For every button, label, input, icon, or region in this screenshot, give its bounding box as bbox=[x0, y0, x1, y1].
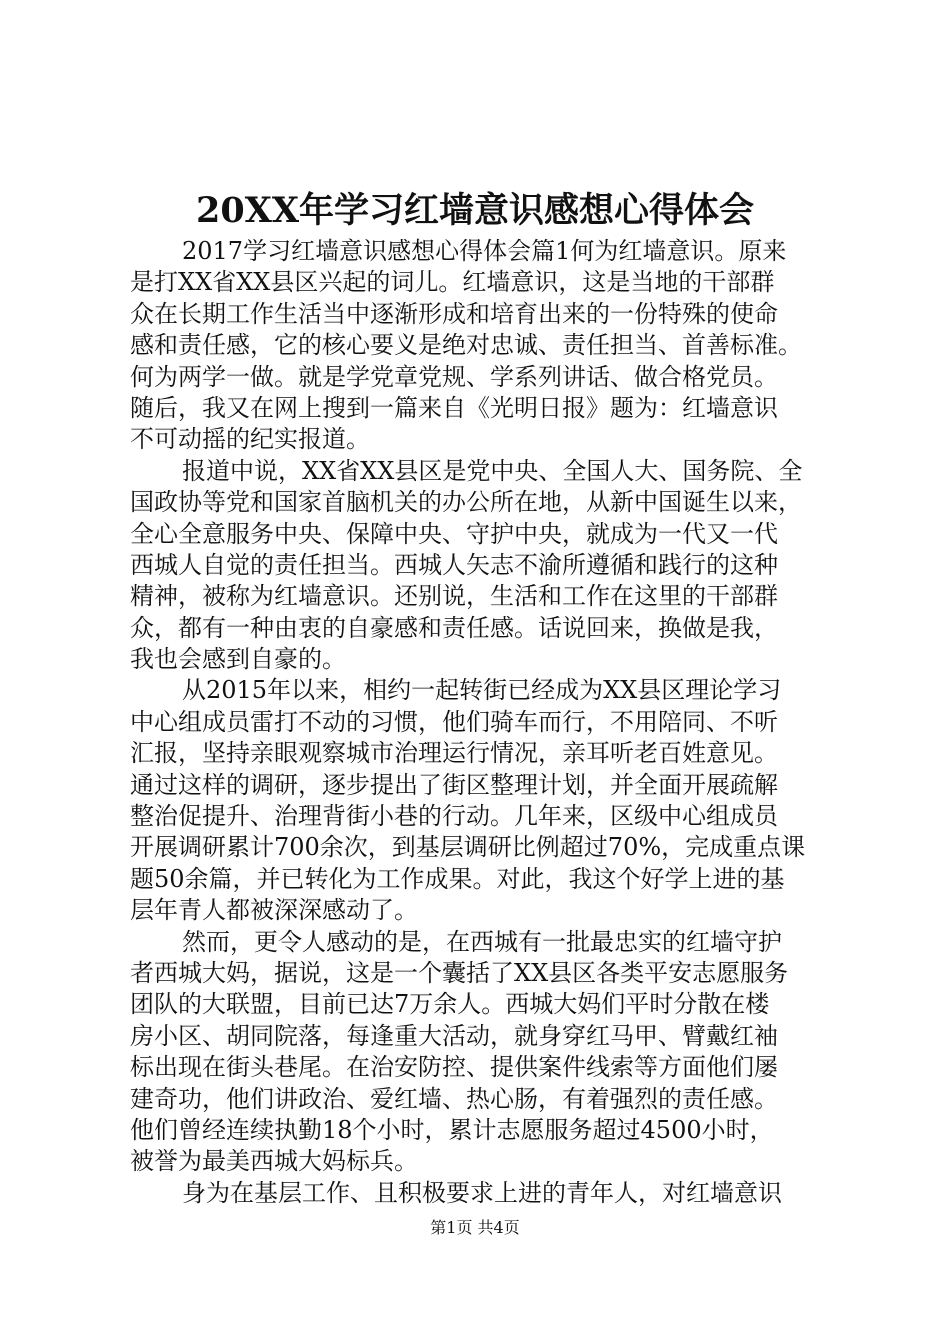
text-line: 标出现在街头巷尾。在治安防控、提供案件线索等方面他们屡 bbox=[130, 1053, 778, 1082]
text-line: 感和责任感，它的核心要义是绝对忠诚、责任担当、首善标准。 bbox=[130, 331, 802, 360]
text-line: 身为在基层工作、且积极要求上进的青年人，对红墙意识 bbox=[182, 1178, 782, 1207]
text-line: 2017学习红墙意识感想心得体会篇1何为红墙意识。原来 bbox=[182, 237, 787, 265]
document-body bbox=[130, 236, 860, 1209]
text-line: 者西城大妈，据说，这是一个囊括了XX县区各类平安志愿服务 bbox=[130, 958, 789, 987]
text-line: 开展调研累计700余次，到基层调研比例超过70%，完成重点课 bbox=[130, 833, 806, 862]
text-line: 层年青人都被深深感动了。 bbox=[130, 896, 418, 925]
text-line: 报道中说，XX省XX县区是党中央、全国人大、国务院、全 bbox=[182, 456, 803, 485]
text-line: 何为两学一做。就是学党章党规、学系列讲话、做合格党员。 bbox=[130, 362, 778, 391]
text-line: 然而，更令人感动的是，在西城有一批最忠实的红墙守护 bbox=[182, 927, 782, 956]
text-line: 团队的大联盟，目前已达7万余人。西城大妈们平时分散在楼 bbox=[130, 990, 770, 1019]
text-line: 众，都有一种由衷的自豪感和责任感。话说回来，换做是我， bbox=[130, 613, 778, 642]
text-line: 汇报，坚持亲眼观察城市治理运行情况，亲耳听老百姓意见。 bbox=[130, 739, 778, 768]
text-line: 通过这样的调研，逐步提出了街区整理计划，并全面开展疏解 bbox=[130, 770, 778, 799]
text-line: 从2015年以来，相约一起转街已经成为XX县区理论学习 bbox=[182, 676, 782, 705]
text-line: 房小区、胡同院落，每逢重大活动，就身穿红马甲、臂戴红袖 bbox=[130, 1021, 778, 1050]
text-line: 全心全意服务中央、保障中央、守护中央，就成为一代又一代 bbox=[130, 519, 778, 548]
text-line: 精神，被称为红墙意识。还别说，生活和工作在这里的干部群 bbox=[130, 582, 778, 611]
text-line: 随后，我又在网上搜到一篇来自《光明日报》题为：红墙意识 bbox=[130, 393, 778, 422]
text-line: 整治促提升、治理背街小巷的行动。几年来，区级中心组成员 bbox=[130, 802, 778, 831]
page-footer: 第1页 共4页 bbox=[430, 1218, 520, 1237]
document-title: 20XX年学习红墙意识感想心得体会 bbox=[195, 190, 755, 231]
text-line: 被誉为最美西城大妈标兵。 bbox=[130, 1147, 418, 1176]
text-line: 我也会感到自豪的。 bbox=[130, 645, 346, 674]
text-line: 西城人自觉的责任担当。西城人矢志不渝所遵循和践行的这种 bbox=[130, 550, 778, 579]
text-line: 众在长期工作生活当中逐渐形成和培育出来的一份特殊的使命 bbox=[130, 299, 778, 328]
text-line: 中心组成员雷打不动的习惯，他们骑车而行，不用陪同、不听 bbox=[130, 707, 778, 736]
text-line: 是打XX省XX县区兴起的词儿。红墙意识，这是当地的干部群 bbox=[130, 268, 775, 297]
text-line: 国政协等党和国家首脑机关的办公所在地，从新中国诞生以来， bbox=[130, 488, 802, 517]
text-line: 他们曾经连续执勤18个小时，累计志愿服务超过4500小时， bbox=[130, 1115, 774, 1144]
text-line: 不可动摇的纪实报道。 bbox=[130, 425, 370, 454]
text-line: 建奇功，他们讲政治、爱红墙、热心肠，有着强烈的责任感。 bbox=[130, 1084, 778, 1113]
text-line: 题50余篇，并已转化为工作成果。对此，我这个好学上进的基 bbox=[130, 864, 785, 893]
